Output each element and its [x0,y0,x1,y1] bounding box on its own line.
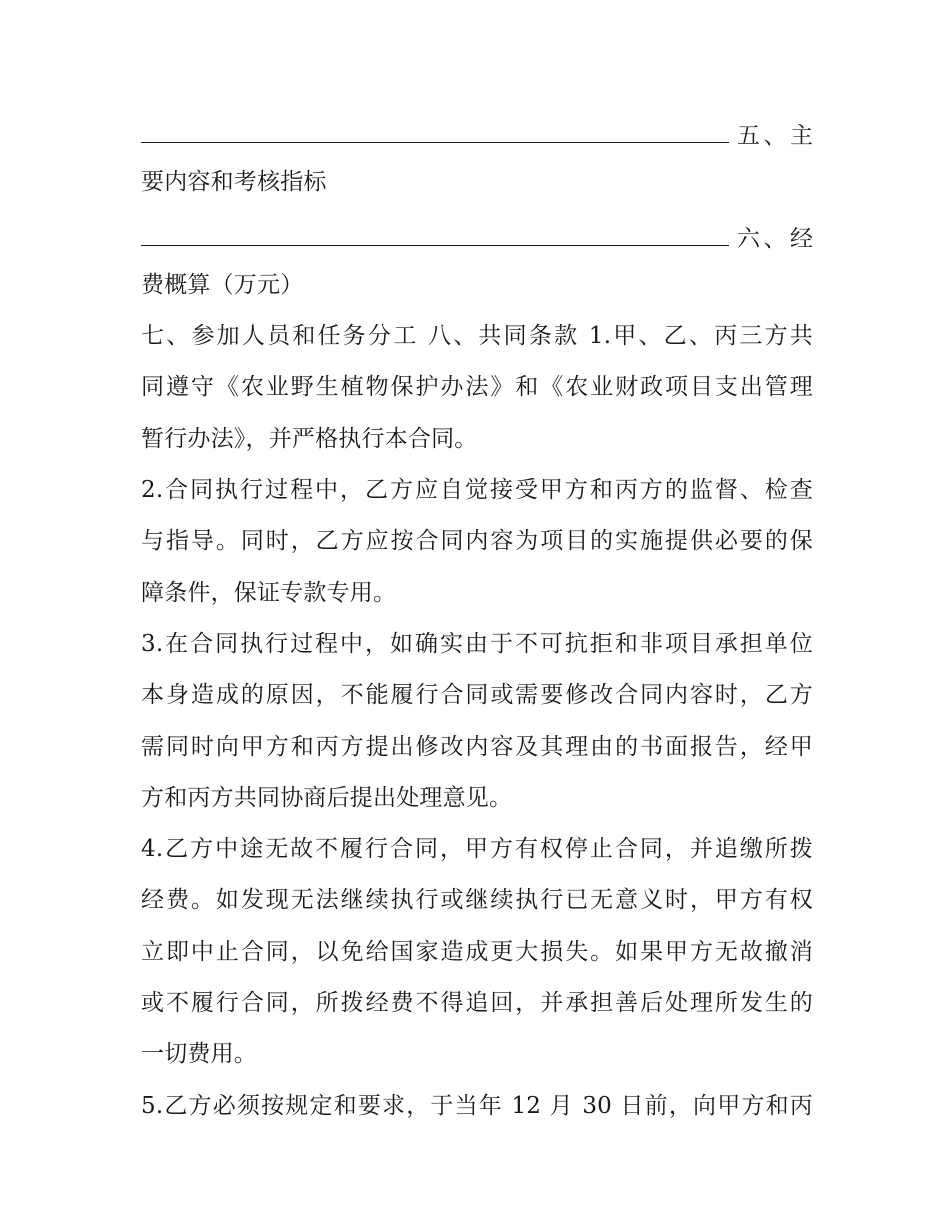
text-line: 3.在合同执行过程中，如确实由于不可抗拒和非项目承担单位 [141,630,813,657]
text-line: 方和丙方共同协商后提出处理意见。 [141,784,513,811]
text-line: 七、参加人员和任务分工 八、共同条款 1.甲、乙、丙三方共 [141,323,813,350]
text-line: 4.乙方中途无故不履行合同，甲方有权停止合同，并追缴所拨 [141,836,813,863]
text-line: 2.合同执行过程中，乙方应自觉接受甲方和丙方的监督、检查 [141,477,813,504]
text-line: 5.乙方必须按规定和要求，于当年 12 月 30 日前，向甲方和丙 [141,1092,813,1119]
text-line: 同遵守《农业野生植物保护办法》和《农业财政项目支出管理 [141,374,813,401]
text-line: 立即中止合同，以免给国家造成更大损失。如果甲方无故撤消 [141,938,813,965]
text-line: 障条件，保证专款专用。 [141,579,397,606]
text-line: 或不履行合同，所拨经费不得追回，并承担善后处理所发生的 [141,990,813,1017]
section-6-heading-start: 六、经 [737,225,813,252]
text-line: 暂行办法》，并严格执行本合同。 [141,425,478,452]
text-line: 经费。如发现无法继续执行或继续执行已无意义时，甲方有权 [141,887,813,914]
text-line: 一切费用。 [141,1041,257,1068]
text-line: 需同时向甲方和丙方提出修改内容及其理由的书面报告，经甲 [141,733,813,760]
fill-in-blank-rule [141,106,729,143]
section-6-heading-end: 费概算（万元） [141,271,304,298]
fill-in-blank-rule [141,209,729,246]
document-page [141,106,813,1132]
text-line: 本身造成的原因，不能履行合同或需要修改合同内容时，乙方 [141,682,813,709]
text-line: 与指导。同时，乙方应按合同内容为项目的实施提供必要的保 [141,528,813,555]
section-6-heading-line [141,209,813,260]
section-5-heading-start: 五、主 [737,123,813,149]
section-5-heading-line [141,106,813,157]
section-5-heading-end: 要内容和考核指标 [141,169,327,196]
